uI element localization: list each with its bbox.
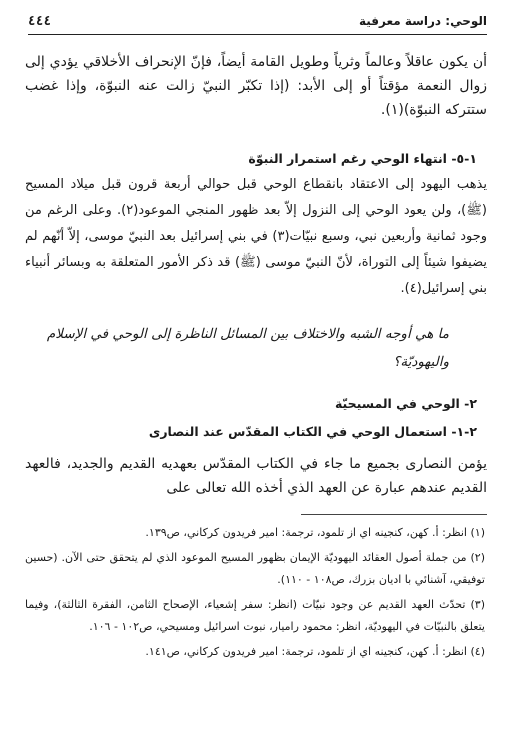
footnote-2: (٢) من جملة أصول العقائد اليهوديّة الإيمان بظهور المسيح الموعود الذي لم يتحقق حتى الآن. (حسين توفيقي، آشنائي با اديان بزرك، ص١٠٨ - ١١٠). [25,551,485,586]
footnote-4: (٤) انظر: أ. كهن، كنجينه اي از تلمود، ترجمة: امير فريدون كركاني، ص١٤١. [145,645,485,658]
paragraph-2: يذهب اليهود إلى الاعتقاد بانقطاع الوحي قبل حوالي أربعة قرون قبل ميلاد المسيح (ﷺ)، ولن يعود الوحي إلى النزول إلاّ بعد ظهور المنجي الموعود(٢). وعلى الرغم من وجود ثمانية وأربعين نبي، وسبع نبيّات(٣) في بني إسرائيل بعد النبيّ موسى، إلاّ أنّهم لم يضيفوا شيئاً إلى التوراة، لأنّ النبيّ موسى (ﷺ) قد ذكر الأمور المتعلقة به وبسائر أنبياء بني إسرائيل(٤). [25,177,488,296]
footnote-separator [301,514,487,515]
section-heading-2: ٢- الوحي في المسيحيّة [334,396,477,411]
page-header [28,14,487,35]
paragraph-1: أن يكون عاقلاً وعالماً وثرياً وطويل القامة أيضاً، فإنّ الإنحراف الأخلاقي يؤدي إلى زوال النعمة مؤقتاً أو إلى الأبد: (إذا تكبّر النبيّ زالت عنه النبوّة، وإذا غضب ستتركه النبوّة)(١). [25,54,487,118]
footnote-3: (٣) تحدّث العهد القديم عن وجود نبيّات (انظر: سفر إشعياء، الإصحاح الثامن، الفقرة الثالثة)، وفيما يتعلق بالنبيّات في اليهوديّة، انظر: محمود راميار، نبوت اسرائيل ومسيحي، ص١٠٢ - ١٠٦. [25,598,485,633]
paragraph-3: يؤمن النصارى بجميع ما جاء في الكتاب المقدّس بعهديه القديم والجديد، فالعهد القديم عندهم عبارة عن العهد الذي أخذه الله تعالى على [25,456,487,496]
section-heading-2-1: ٢-١- استعمال الوحي في الكتاب المقدّس عند النصارى [148,424,477,439]
running-title: الوحي: دراسة معرفية [358,14,487,28]
footnote-1: (١) انظر: أ. كهن، كنجينه اي از تلمود، ترجمة: امير فريدون كركاني، ص١٣٩. [145,526,485,539]
page-number: ٤٤٤ [28,14,52,29]
section-heading-1-5: ١-٥- انتهاء الوحي رغم استمرار النبوّة [248,151,477,166]
footnotes [25,522,485,666]
review-question: ما هي أوجه الشبه والاختلاف بين المسائل الناظرة إلى الوحي في الإسلام واليهوديّة؟ [46,326,449,370]
